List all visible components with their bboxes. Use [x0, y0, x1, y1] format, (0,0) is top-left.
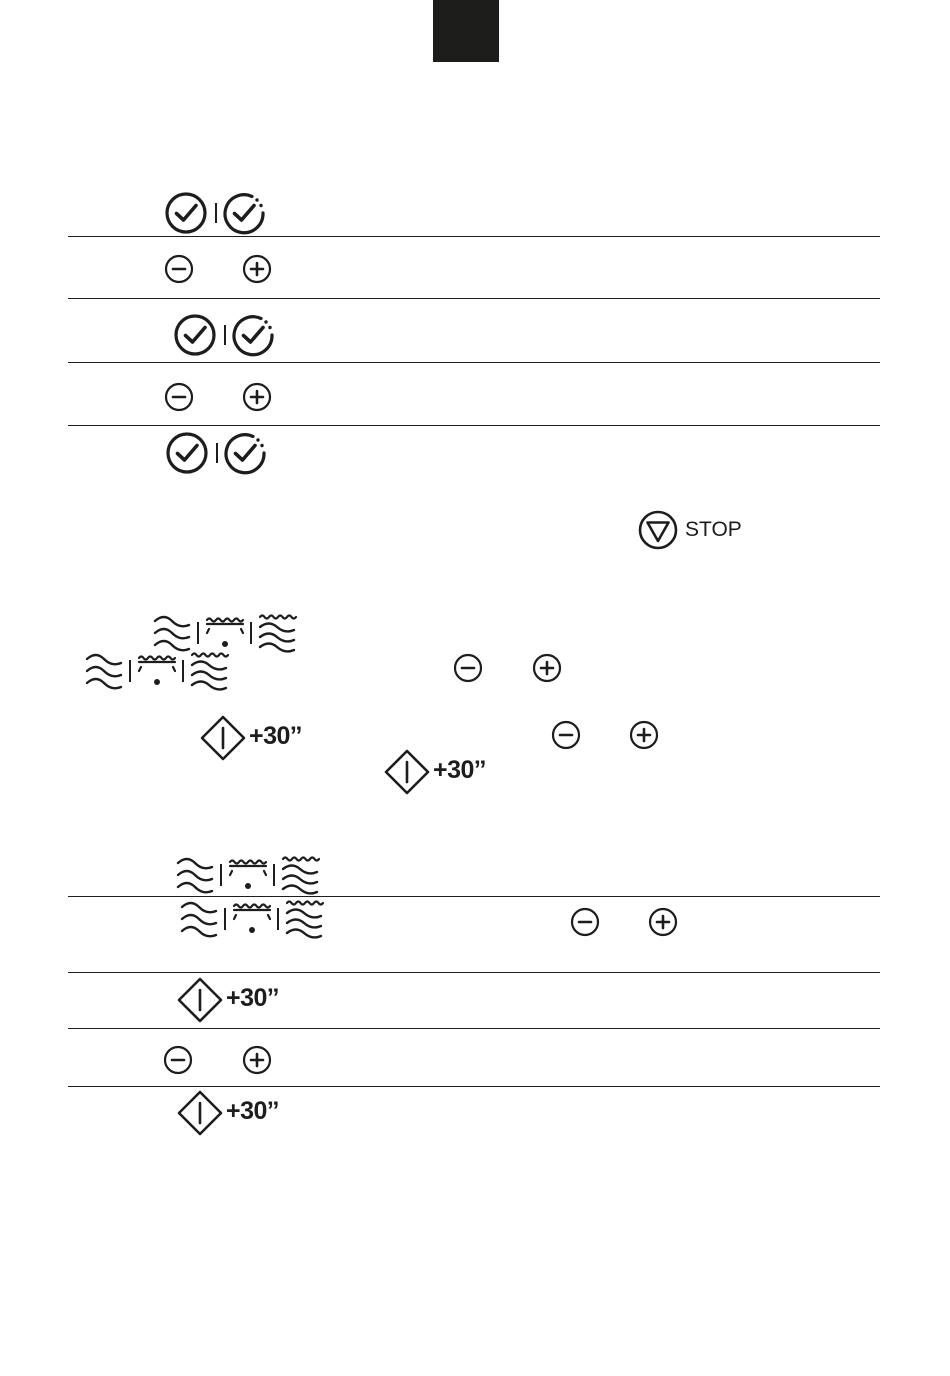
start-diamond-icon [383, 748, 431, 796]
plus-circle-icon [532, 653, 562, 683]
plus-circle-icon [242, 382, 272, 412]
clock-icon-group [164, 190, 269, 236]
plus30-label: +30’’ [226, 1097, 279, 1125]
plus30-label: +30’’ [226, 984, 279, 1012]
minus-circle-icon [453, 653, 483, 683]
table-divider [68, 298, 880, 299]
page-tab-marker [433, 0, 499, 62]
start-diamond-icon [176, 976, 224, 1024]
table-divider [68, 236, 880, 237]
table-divider [68, 972, 880, 973]
table-divider [68, 1086, 880, 1087]
clock-icon-group [165, 430, 270, 476]
minus-circle-icon [164, 254, 194, 284]
minus-circle-icon [164, 382, 194, 412]
plus30-label: +30’’ [433, 756, 486, 784]
function-icon-group [152, 612, 300, 654]
function-icon-group [179, 898, 327, 940]
minus-circle-icon [570, 907, 600, 937]
plus-circle-icon [629, 720, 659, 750]
function-icon-group [84, 650, 232, 692]
plus-circle-icon [648, 907, 678, 937]
start-diamond-icon [199, 714, 247, 762]
function-icon-group [175, 854, 323, 896]
plus-circle-icon [242, 254, 272, 284]
clock-icon-group [173, 312, 278, 358]
plus30-label: +30’’ [249, 722, 302, 750]
minus-circle-icon [163, 1045, 193, 1075]
stop-label: STOP [685, 518, 742, 541]
table-divider [68, 896, 880, 897]
plus-circle-icon [242, 1045, 272, 1075]
stop-triangle-icon [638, 510, 678, 550]
minus-circle-icon [551, 720, 581, 750]
table-divider [68, 1028, 880, 1029]
table-divider [68, 362, 880, 363]
table-divider [68, 425, 880, 426]
start-diamond-icon [176, 1089, 224, 1137]
